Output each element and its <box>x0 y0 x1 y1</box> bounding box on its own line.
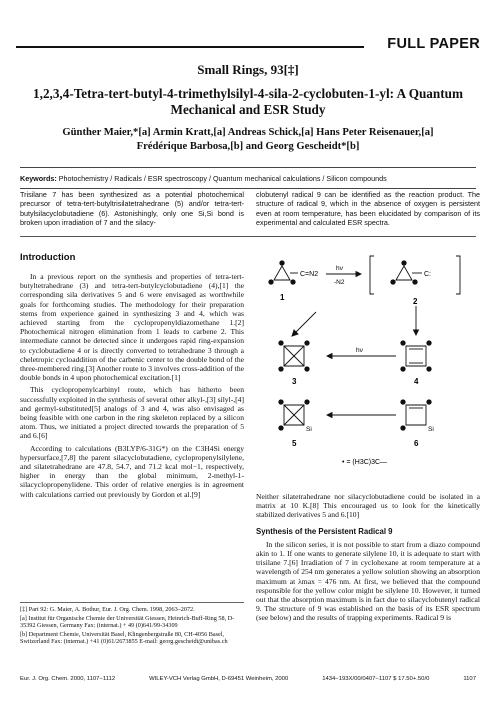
footer-issn: 1434−193X/00/0407−1107 $ 17.50+.50/0 <box>322 676 430 682</box>
compound-1-ring <box>274 266 290 280</box>
reaction-scheme <box>256 250 480 490</box>
label-3: 3 <box>292 377 297 386</box>
right-paragraph-2: In the silicon series, it is not possible to start from a diazo compound akin to 1. If one wants to generate silylene 10, it is adequate to start with trisilane 7.[6] Irradiation of 7 in cyclohexane at room temperature at a wavelength of 254 nm generates a yellow solution showing an absorption maximum at λmax = 476 nm. At first, we believed that the compound responsible for the yellow color might be silylene 10. However, it turned out that the absorption maximum is in fact due to silacyclobutenyl radical 9. The structure of 9 was established on the basis of its ESR spectrum (see below) and the results of trapping experiments. Radical 9 is <box>256 539 480 623</box>
page-footer <box>20 676 476 682</box>
left-column <box>20 272 244 502</box>
series-title: Small Rings, 93[‡] <box>197 62 299 77</box>
label-carbene: C: <box>424 271 431 278</box>
label-minus-n2: -N2 <box>334 279 345 286</box>
label-hv-1: hν <box>336 265 343 272</box>
label-hv-2: hν <box>356 347 363 354</box>
keywords-label: Keywords: <box>20 174 57 183</box>
label-si-5: Si <box>306 426 312 433</box>
arrow-2-3 <box>296 312 316 332</box>
abstract-right: clobutenyl radical 9 can be identified as the reaction product. The structure of radical 9, which in the absence of oxygen is persistent even at room temperature, has been elucidated by comparison of its experimental and calculated ESR spectra. <box>256 190 480 228</box>
label-diazo: C=N2 <box>300 271 319 278</box>
footnote-affiliation-b: [b] Department Chemie, Universität Basel, Klingenbergstraße 80, CH-4056 Basel, Switzerland Fax: (internat.) +41 (0)61/2673855 E-mail: georg.gescheidt@unibas.ch <box>20 630 228 645</box>
intro-paragraph-1: In a previous report on the synthesis and properties of tetra-tert-butyltetrahedrane (3) and tetra-tert-butylcyclobutadiene (4),[1] the corresponding sila derivatives 5 and 6 were envisaged as worthwhile goals for forthcoming studies. The methodology for their preparation stems from experience gained in synthesizing 3 and 4, which was achieved starting from the cyclopropenyldiazomethane 1.[2] Photochemical nitrogen elimination from 1 leads to carbene 2. This intermediate cannot be detected since it undergoes rapid ring-expansion to cyclobutadiene 4 or is directly converted to tetrahedrane 3 through a cheletropic cycloaddition of the carbenic center to the double bond of the three-membered ring.[3] Another route to 3 involves cross-addition of the double bonds in 4 upon photochemical excitation.[1] <box>20 272 244 383</box>
label-5: 5 <box>292 439 297 448</box>
right-paragraph-1: Neither silatetrahedrane nor silacyclobutadiene could be isolated in a matrix at 10 K.[8] This encouraged us to look for the kinetically stabilized derivatives 5 and 6.[10] <box>256 492 480 520</box>
footnote-affiliation-a: [a] Institut für Organische Chemie der Universität Giessen, Heinrich-Buff-Ring 58, D-35392 Giessen, Germany Fax: (internat.) + 49 (0)641/99-34309 <box>20 614 235 629</box>
label-6: 6 <box>414 439 419 448</box>
authors-line-1: Günther Maier,*[a] Armin Kratt,[a] Andreas Schick,[a] Hans Peter Reisenauer,[a] <box>62 127 434 138</box>
right-column <box>256 492 480 626</box>
synthesis-heading: Synthesis of the Persistent Radical 9 <box>256 526 393 536</box>
header-label: FULL PAPER <box>387 36 480 52</box>
header-rule <box>16 46 364 48</box>
footer-page: 1107 <box>463 676 476 682</box>
authors <box>20 126 476 154</box>
authors-line-2: Frédérique Barbosa,[b] and Georg Gescheidt*[b] <box>136 141 360 152</box>
article-title: 1,2,3,4-Tetra-tert-butyl-4-trimethylsilyl-4-sila-2-cyclobuten-1-yl: A Quantum Mechanical and ESR Study <box>33 86 463 117</box>
abstract-left: Trisilane 7 has been synthesized as a potential photochemical precursor of tetra-tert-butyltrisilatetrahedrane (5) and/or tetra-tert-butylsilacyclobutadiene (6). Astonishingly, only one Si,Si bond is broken upon irradiation of 7 and the silacy- <box>20 190 244 228</box>
compound-2-bracket <box>370 256 460 294</box>
footer-journal: Eur. J. Org. Chem. 2000, 1107−1112 <box>20 676 116 682</box>
label-si-6: Si <box>428 426 434 433</box>
footer-publisher: WILEY-VCH Verlag GmbH, D-69451 Weinheim, 2000 <box>149 676 289 682</box>
keywords-text: Photochemistry / Radicals / ESR spectroscopy / Quantum mechanical calculations / Silicon compounds <box>58 174 387 183</box>
abstract-rule <box>20 236 476 237</box>
scheme-legend: • = (H3C)3C— <box>342 459 388 466</box>
label-1: 1 <box>280 293 285 302</box>
footnotes <box>20 602 244 647</box>
label-4: 4 <box>414 377 419 386</box>
intro-heading: Introduction <box>20 252 76 263</box>
intro-paragraph-2: This cyclopropenylcarbinyl route, which has hitherto been successfully exploited in the synthesis of several other alkyl-,[3] silyl-,[4] and germyl-substituted[5] analogs of 3 and 4, was also envisaged as being feasible with one carbon in the ring skeleton replaced by a silicon atom. Thus, we initiated a project directed towards the preparation of 5 and 6.[6] <box>20 385 244 441</box>
label-2: 2 <box>413 297 418 306</box>
compound-2-ring <box>396 266 412 280</box>
footnote-part: [‡] Part 92: G. Maier, A. Bothur, Eur. J. Org. Chem. 1998, 2063–2072. <box>20 606 195 613</box>
keywords <box>20 167 476 189</box>
intro-paragraph-3: According to calculations (B3LYP/6-31G*) on the C3H4Si energy hypersurface,[7,8] the parent silacyclobutadiene, cyclopropenylsilylene, and silatetrahedrane are 47.8, 54.7, and 71.2 kcal mol−1, respectively, higher in energy than the global minimum, 2-methyl-1-silacyclopropenylidene. This order of relative energies is in agreement with calculations carried out previously by Gordon et al.[9] <box>20 443 244 499</box>
